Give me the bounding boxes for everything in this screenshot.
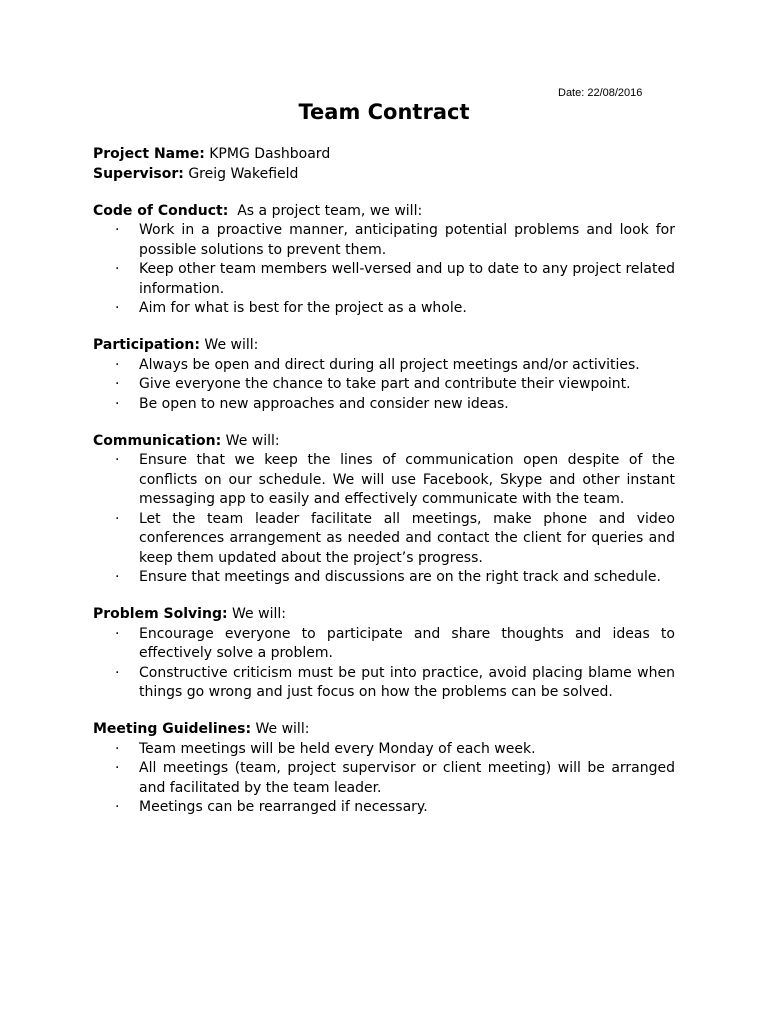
list-item-text: Ensure that we keep the lines of communication open despite of the conflicts on our schedule. We will use Facebook, Skype and other instant messaging app to easily and effectively communicate with the team.: [139, 452, 675, 507]
bullet-icon: ·: [115, 356, 120, 373]
list-item: [93, 510, 675, 569]
list-item: [93, 375, 675, 395]
supervisor-label: Supervisor:: [93, 165, 184, 182]
supervisor-line: [93, 165, 675, 185]
list-item-text: Aim for what is best for the project as a whole.: [139, 300, 467, 316]
section-heading: Meeting Guidelines:: [93, 721, 252, 737]
list-item: [93, 299, 675, 319]
list-item-text: Work in a proactive manner, anticipating potential problems and look for possible solutions to prevent them.: [139, 222, 675, 258]
bullet-icon: ·: [115, 222, 120, 238]
document-title: Team Contract: [298, 100, 470, 124]
section-heading: Problem Solving:: [93, 606, 228, 622]
bullet-icon: ·: [115, 799, 120, 815]
list-item: [93, 260, 675, 299]
section-heading-line: [93, 202, 675, 222]
list-item: [93, 740, 675, 760]
section-list: [93, 451, 675, 588]
list-item: [93, 221, 675, 260]
section-heading-line: [93, 336, 675, 356]
section-meeting-guidelines: [93, 720, 675, 818]
section-intro: We will:: [251, 721, 310, 737]
section-list: [93, 740, 675, 818]
section-list: [93, 221, 675, 319]
bullet-icon: ·: [115, 376, 120, 392]
section-heading-line: [93, 432, 675, 452]
section-code-of-conduct: [93, 202, 675, 319]
bullet-icon: ·: [115, 452, 120, 468]
section-heading: Communication:: [93, 432, 222, 449]
bullet-icon: ·: [115, 760, 120, 776]
list-item: [93, 798, 675, 818]
project-name-label: Project Name:: [93, 146, 205, 162]
list-item: [93, 625, 675, 664]
bullet-icon: ·: [115, 569, 120, 585]
section-intro: We will:: [199, 337, 259, 353]
bullet-icon: ·: [115, 740, 120, 757]
list-item-text: Give everyone the chance to take part and contribute their viewpoint.: [139, 376, 631, 392]
bullet-icon: ·: [115, 261, 120, 277]
project-name-value: KPMG Dashboard: [209, 146, 331, 162]
list-item: [93, 451, 675, 510]
list-item-text: Ensure that meetings and discussions are on the right track and schedule.: [139, 569, 661, 585]
list-item-text: Always be open and direct during all project meetings and/or activities.: [139, 356, 640, 373]
document-date: Date: 22/08/2016: [558, 87, 643, 99]
section-intro: As a project team, we will:: [228, 202, 423, 219]
section-heading: Code of Conduct:: [93, 202, 229, 219]
list-item: [93, 568, 675, 588]
list-item: [93, 664, 675, 703]
bullet-icon: ·: [115, 625, 120, 642]
section-problem-solving: [93, 605, 675, 703]
bullet-icon: ·: [115, 664, 120, 681]
list-item-text: Keep other team members well-versed and up to date to any project related information.: [139, 261, 675, 297]
list-item-text: Meetings can be rearranged if necessary.: [139, 799, 428, 815]
section-list: [93, 625, 675, 703]
bullet-icon: ·: [115, 510, 120, 527]
list-item: [93, 395, 675, 415]
section-intro: We will:: [221, 432, 280, 449]
bullet-icon: ·: [115, 300, 120, 316]
section-heading-line: [93, 605, 675, 625]
section-heading: Participation:: [93, 337, 200, 353]
section-communication: [93, 432, 675, 588]
list-item-text: Be open to new approaches and consider new ideas.: [139, 395, 509, 412]
list-item: [93, 356, 675, 376]
section-intro: We will:: [227, 606, 286, 622]
list-item-text: All meetings (team, project supervisor or client meeting) will be arranged and facilitated by the team leader.: [139, 760, 675, 796]
list-item-text: Let the team leader facilitate all meetings, make phone and video conferences arrangement as needed and contact the client for queries and keep them updated about the project’s progress.: [139, 510, 675, 566]
section-participation: [93, 336, 675, 414]
list-item-text: Encourage everyone to participate and share thoughts and ideas to effectively solve a problem.: [139, 625, 675, 661]
list-item: [93, 759, 675, 798]
section-list: [93, 356, 675, 415]
list-item-text: Team meetings will be held every Monday of each week.: [139, 740, 536, 757]
section-heading-line: [93, 720, 675, 740]
bullet-icon: ·: [115, 395, 120, 412]
document-body: [93, 145, 675, 818]
supervisor-value: Greig Wakefield: [188, 165, 299, 182]
list-item-text: Constructive criticism must be put into practice, avoid placing blame when things go wrong and just focus on how the problems can be solved.: [139, 664, 675, 700]
project-name-line: [93, 145, 675, 165]
